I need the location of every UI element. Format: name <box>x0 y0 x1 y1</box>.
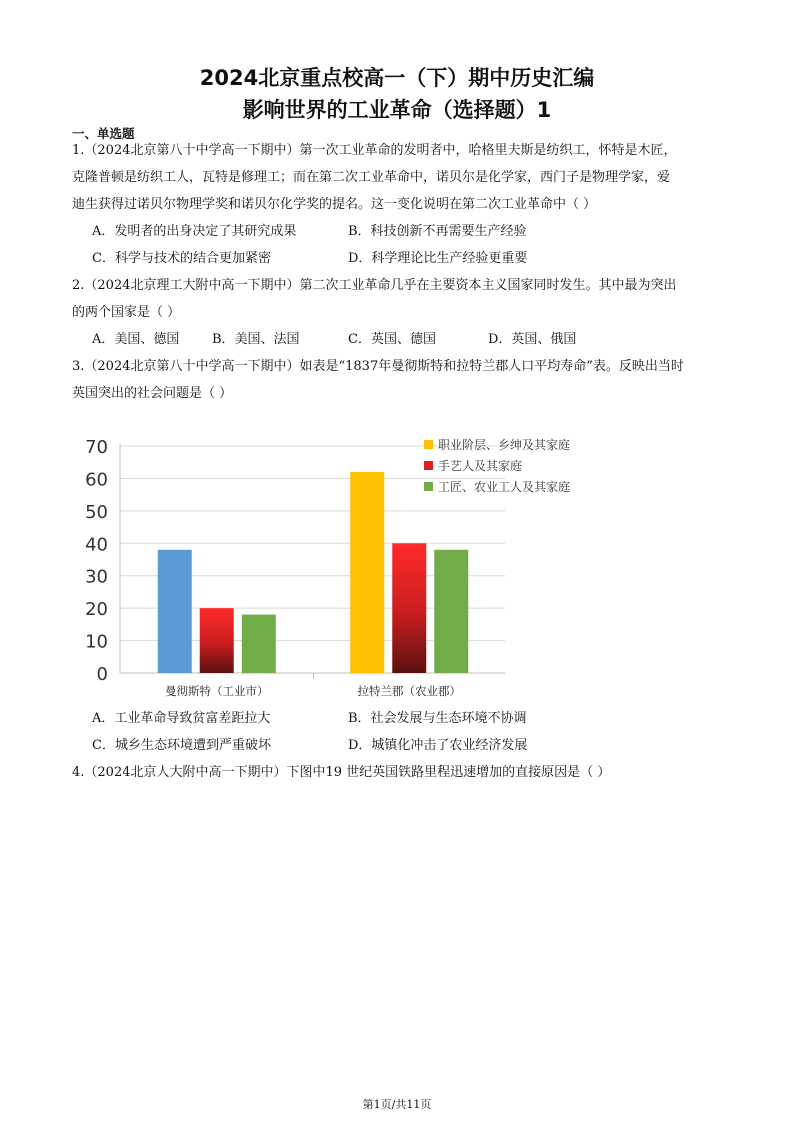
bar <box>434 550 468 673</box>
page-footer: 第1页/共11页 <box>362 1098 432 1111</box>
bar <box>158 550 192 673</box>
q3-text-line-2: 英国突出的社会问题是（ ） <box>72 386 233 401</box>
legend-swatch <box>424 461 433 470</box>
q3-option-b: B．社会发展与生态环境不协调 <box>348 711 527 726</box>
y-tick-label: 60 <box>85 469 108 491</box>
q3-option-c: C．城乡生态环境遭到严重破坏 <box>92 738 271 753</box>
bar <box>242 615 276 673</box>
q1-option-b: B．科技创新不再需要生产经验 <box>348 224 527 239</box>
q1-text-line-1: 1.（2024北京第八十中学高一下期中）第一次工业革命的发明者中，哈格里夫斯是纺织工，怀特是木匠， <box>72 143 677 158</box>
q2-option-a: A．美国、德国 <box>92 332 180 347</box>
x-category-label: 拉特兰郡（农业郡） <box>357 684 461 698</box>
y-tick-label: 40 <box>85 534 108 556</box>
q2-text-line-1: 2.（2024北京理工大附中高一下期中）第二次工业革命几乎在主要资本主义国家同时发生。其中最为突出 <box>72 278 677 293</box>
q3-option-a: A．工业革命导致贫富差距拉大 <box>92 711 271 726</box>
y-tick-label: 70 <box>85 437 108 458</box>
q4-text-line-1: 4.（2024北京人大附中高一下期中）下图中19 世纪英国铁路里程迅速增加的直接原因是（ ） <box>72 765 611 780</box>
q1-option-c: C．科学与技术的结合更加紧密 <box>92 251 271 266</box>
q3-text-line-1: 3.（2024北京第八十中学高一下期中）如表是“1837年曼彻斯特和拉特兰郡人口平均寿命”表。反映出当时 <box>72 359 684 374</box>
q2-option-d: D．英国、俄国 <box>488 332 577 347</box>
q1-option-a: A．发明者的出身决定了其研究成果 <box>92 224 297 239</box>
y-tick-label: 50 <box>85 501 108 523</box>
legend-label: 职业阶层、乡绅及其家庭 <box>438 438 571 452</box>
section-heading: 一、单选题 <box>72 126 135 141</box>
document-title-line2: 影响世界的工业革命（选择题）1 <box>242 98 552 122</box>
q1-text-line-3: 迪生获得过诺贝尔物理学奖和诺贝尔化学奖的提名。这一变化说明在第二次工业革命中（ ） <box>72 197 597 212</box>
legend-swatch <box>424 440 433 449</box>
q1-text-line-2: 克隆普顿是纺织工人，瓦特是修理工；而在第二次工业革命中，诺贝尔是化学家，西门子是物理学家，爱 <box>72 170 671 185</box>
legend-label: 工匠、农业工人及其家庭 <box>438 480 571 494</box>
legend-swatch <box>424 482 433 491</box>
y-tick-label: 10 <box>85 631 108 653</box>
q1-option-d: D．科学理论比生产经验更重要 <box>348 251 528 266</box>
bar <box>392 543 426 673</box>
q3-option-d: D．城镇化冲击了农业经济发展 <box>348 738 528 753</box>
y-tick-label: 0 <box>96 664 108 685</box>
q2-option-c: C．英国、德国 <box>348 332 436 347</box>
y-tick-label: 20 <box>85 599 108 621</box>
bar <box>200 608 234 673</box>
y-tick-label: 30 <box>85 566 108 588</box>
q2-option-b: B．美国、法国 <box>212 332 300 347</box>
x-category-label: 曼彻斯特（工业市） <box>165 684 269 698</box>
q2-text-line-2: 的两个国家是（ ） <box>72 305 181 320</box>
life-expectancy-bar-chart <box>80 426 600 706</box>
legend-label: 手艺人及其家庭 <box>438 459 523 473</box>
document-title-line1: 2024北京重点校高一（下）期中历史汇编 <box>199 66 595 90</box>
bar <box>350 472 384 673</box>
